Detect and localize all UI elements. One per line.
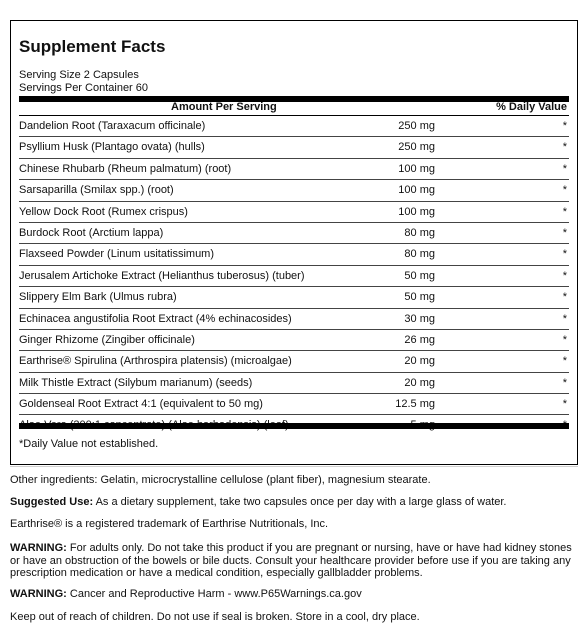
ingredient-daily-value: * bbox=[562, 162, 567, 175]
suggested-use bbox=[10, 496, 576, 509]
warning-label: WARNING: bbox=[10, 588, 67, 600]
supplement-facts-panel bbox=[10, 20, 578, 465]
ingredient-row bbox=[19, 394, 569, 415]
ingredient-amount: 20 mg bbox=[404, 355, 435, 368]
thick-divider bbox=[19, 96, 569, 102]
ingredient-row bbox=[19, 180, 569, 201]
ingredient-daily-value: * bbox=[562, 269, 567, 282]
daily-value-footnote: *Daily Value not established. bbox=[19, 438, 159, 450]
ingredient-daily-value: * bbox=[562, 120, 567, 132]
ingredient-amount: 100 mg bbox=[398, 184, 435, 197]
ingredient-daily-value: * bbox=[562, 226, 567, 239]
serving-size: Serving Size 2 Capsules bbox=[19, 69, 139, 81]
warning-prop65 bbox=[10, 588, 576, 601]
ingredient-row bbox=[19, 137, 569, 158]
ingredient-name: Psyllium Husk (Plantago ovata) (hulls) bbox=[19, 141, 205, 154]
ingredient-daily-value: * bbox=[562, 291, 567, 304]
ingredient-name: Sarsaparilla (Smilax spp.) (root) bbox=[19, 184, 174, 197]
ingredient-row bbox=[19, 373, 569, 394]
ingredient-row bbox=[19, 159, 569, 180]
ingredient-name: Goldenseal Root Extract 4:1 (equivalent to 50 mg) bbox=[19, 398, 263, 411]
ingredient-amount: 250 mg bbox=[398, 141, 435, 154]
ingredient-amount: 80 mg bbox=[404, 226, 435, 239]
ingredient-row bbox=[19, 116, 569, 137]
ingredient-row bbox=[19, 266, 569, 287]
ingredient-name: Ginger Rhizome (Zingiber officinale) bbox=[19, 333, 195, 346]
ingredient-row bbox=[19, 309, 569, 330]
ingredient-daily-value: * bbox=[562, 355, 567, 368]
warning-text: Cancer and Reproductive Harm - www.P65Warnings.ca.gov bbox=[66, 588, 362, 600]
ingredient-amount: 50 mg bbox=[404, 269, 435, 282]
amount-header: Amount Per Serving bbox=[171, 101, 277, 113]
ingredient-daily-value: * bbox=[562, 312, 567, 325]
other-ingredients: Other ingredients: Gelatin, microcrystalline cellulose (plant fiber), magnesium stearate. bbox=[10, 474, 431, 486]
trademark-note: Earthrise® is a registered trademark of Earthrise Nutritionals, Inc. bbox=[10, 518, 329, 530]
ingredient-row bbox=[19, 330, 569, 351]
ingredient-name: Jerusalem Artichoke Extract (Helianthus tuberosus) (tuber) bbox=[19, 269, 305, 282]
ingredient-daily-value: * bbox=[562, 376, 567, 389]
ingredient-amount: 100 mg bbox=[398, 162, 435, 175]
servings-per-container: Servings Per Container 60 bbox=[19, 82, 149, 94]
ingredient-row bbox=[19, 287, 569, 308]
ingredient-name: Burdock Root (Arctium lappa) bbox=[19, 226, 164, 239]
ingredient-daily-value: * bbox=[562, 184, 567, 197]
ingredient-row bbox=[19, 223, 569, 244]
ingredient-name: Dandelion Root (Taraxacum officinale) bbox=[19, 120, 206, 132]
ingredient-amount: 12.5 mg bbox=[395, 398, 435, 411]
ingredient-name: Yellow Dock Root (Rumex crispus) bbox=[19, 205, 188, 218]
panel-separator bbox=[10, 466, 578, 467]
suggested-use-text: As a dietary supplement, take two capsules once per day with a large glass of water. bbox=[93, 496, 507, 508]
warning-label: WARNING: bbox=[10, 542, 67, 554]
ingredient-daily-value: * bbox=[562, 333, 567, 346]
storage-note: Keep out of reach of children. Do not use if seal is broken. Store in a cool, dry place. bbox=[10, 611, 420, 623]
ingredient-name: Milk Thistle Extract (Silybum marianum) (seeds) bbox=[19, 376, 253, 389]
ingredient-amount: 50 mg bbox=[404, 291, 435, 304]
ingredient-name: Echinacea angustifolia Root Extract (4% echinacosides) bbox=[19, 312, 292, 325]
suggested-use-label: Suggested Use: bbox=[10, 496, 94, 508]
ingredient-daily-value: * bbox=[562, 398, 567, 411]
ingredient-row bbox=[19, 244, 569, 265]
ingredient-amount: 20 mg bbox=[404, 376, 435, 389]
ingredient-amount: 30 mg bbox=[404, 312, 435, 325]
warning-adults bbox=[10, 542, 576, 580]
ingredient-name: Flaxseed Powder (Linum usitatissimum) bbox=[19, 248, 215, 261]
ingredient-row bbox=[19, 202, 569, 223]
daily-value-header: % Daily Value bbox=[496, 101, 567, 113]
ingredient-daily-value: * bbox=[562, 205, 567, 218]
bottom-thick-divider bbox=[19, 423, 569, 429]
warning-text: For adults only. Do not take this product if you are pregnant or nursing, have or have had kidney stones or have an obstruction of the bowels or bile ducts. Consult your healthcare provider before use if you are taking any prescription medication or have a medical condition, especially gallbladder problems. bbox=[10, 542, 572, 579]
ingredient-list bbox=[19, 116, 569, 436]
panel-title: Supplement Facts bbox=[19, 37, 166, 56]
ingredient-daily-value: * bbox=[562, 248, 567, 261]
ingredient-amount: 100 mg bbox=[398, 205, 435, 218]
ingredient-daily-value: * bbox=[562, 141, 567, 154]
ingredient-amount: 26 mg bbox=[404, 333, 435, 346]
ingredient-name: Chinese Rhubarb (Rheum palmatum) (root) bbox=[19, 162, 232, 175]
ingredient-amount: 250 mg bbox=[398, 120, 435, 132]
ingredient-name: Slippery Elm Bark (Ulmus rubra) bbox=[19, 291, 177, 304]
ingredient-amount: 80 mg bbox=[404, 248, 435, 261]
ingredient-row bbox=[19, 351, 569, 372]
ingredient-name: Earthrise® Spirulina (Arthrospira platensis) (microalgae) bbox=[19, 355, 292, 368]
